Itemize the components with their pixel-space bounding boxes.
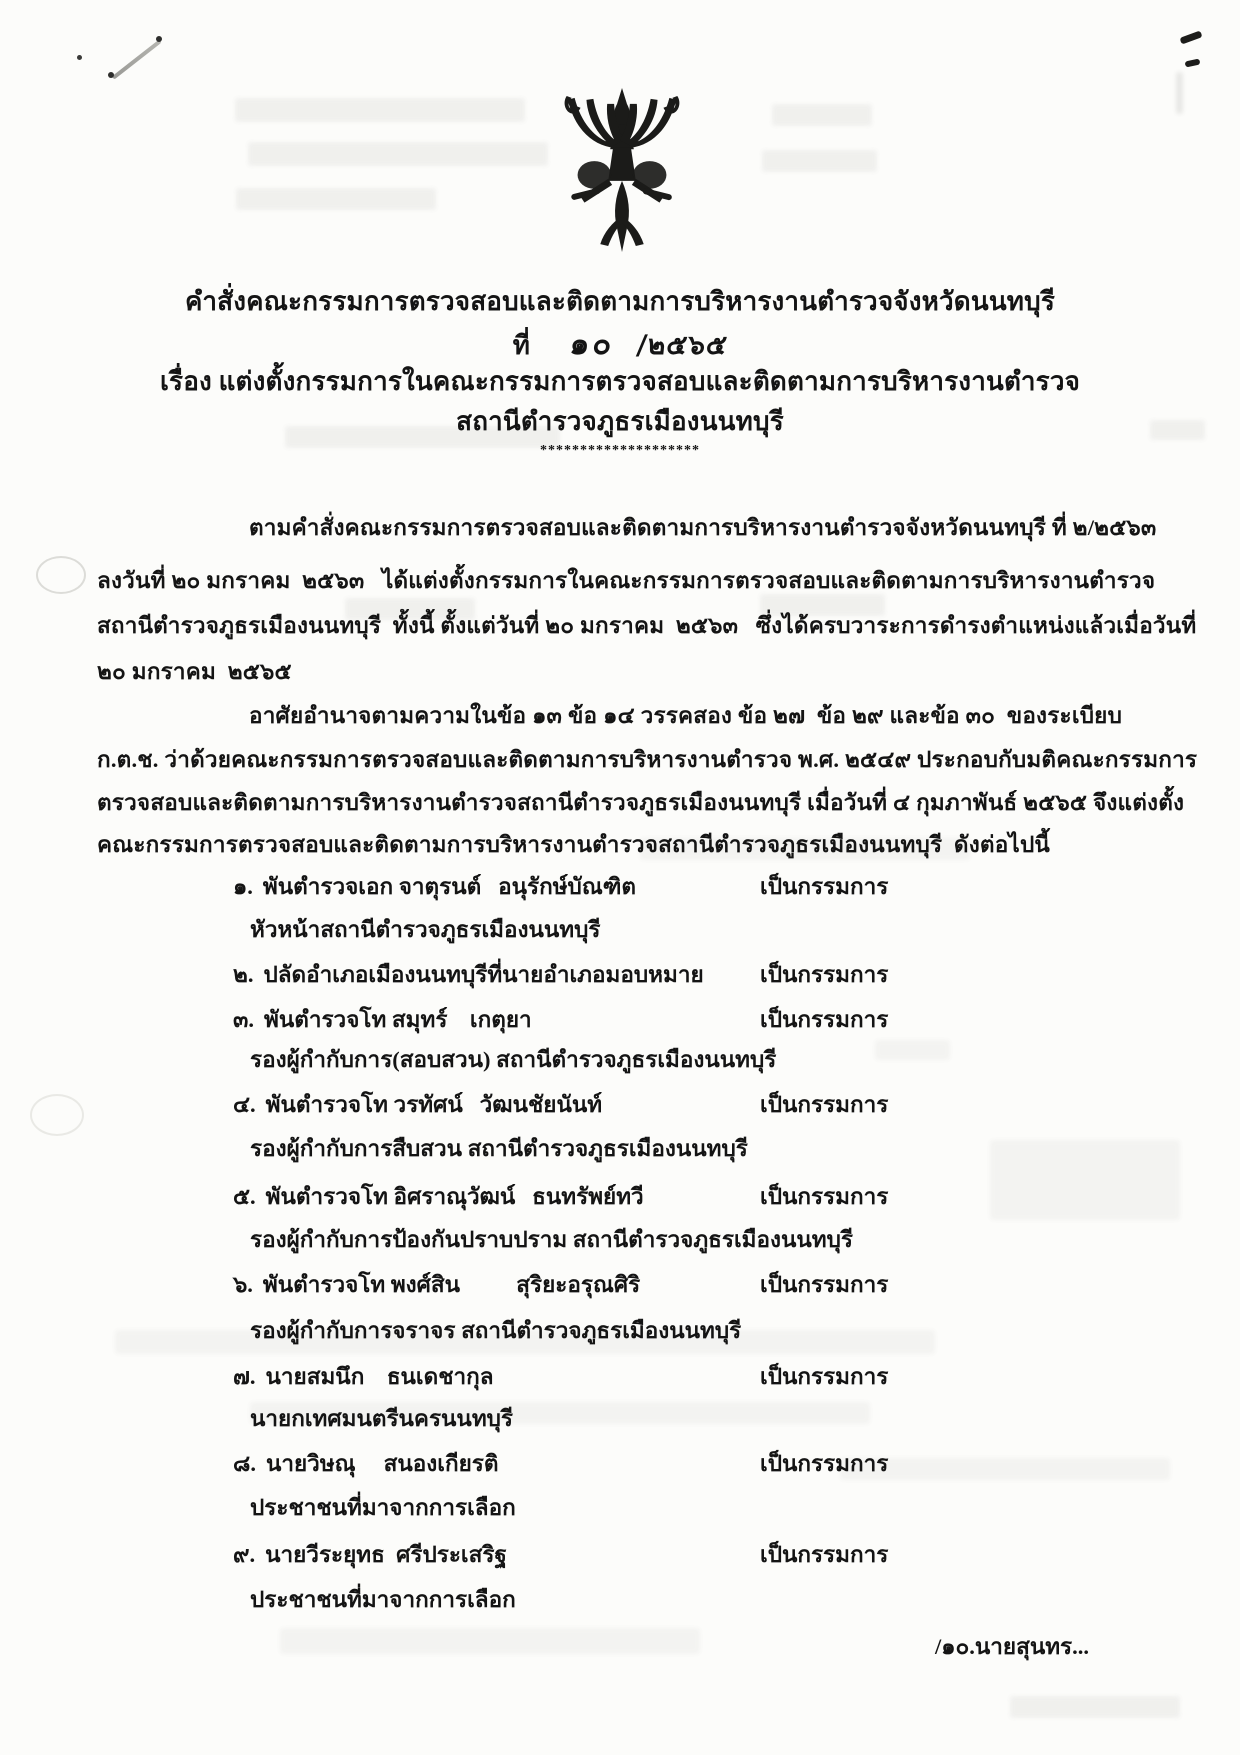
paragraph1-line4: ๒๐ มกราคม ๒๕๖๕ xyxy=(97,659,292,684)
item-role: เป็นกรรมการ xyxy=(760,874,889,899)
doc-no-handwritten: ๑๐ xyxy=(567,326,617,362)
committee-row-2 xyxy=(233,956,888,992)
item-number: ๙. xyxy=(233,1542,256,1567)
paragraph1-line2: ลงวันที่ ๒๐ มกราคม ๒๕๖๓ ได้แต่งตั้งกรรมการในคณะกรรมการตรวจสอบและติดตามการบริหารงานตำรวจ xyxy=(97,568,1156,593)
paragraph2-line2: ก.ต.ช. ว่าด้วยคณะกรรมการตรวจสอบและติดตามการบริหารงานตำรวจ พ.ศ. ๒๕๔๙ ประกอบกับมติคณะกรรมการ xyxy=(97,747,1198,772)
item-number: ๕. xyxy=(233,1184,256,1209)
pen-scratch-mark xyxy=(112,39,162,79)
paragraph1-line3: สถานีตำรวจภูธรเมืองนนทบุรี ทั้งนี้ ตั้งแต่วันที่ ๒๐ มกราคม ๒๕๖๓ ซึ่งได้ครบวาระการดำรงตำแหน่งแล้วเมื่อวันที่ xyxy=(97,613,1197,638)
scan-smudge xyxy=(1176,72,1183,114)
item-role: เป็นกรรมการ xyxy=(760,1272,889,1297)
item-name: ปลัดอำเภอเมืองนนทบุรีที่นายอำเภอมอบหมาย xyxy=(263,962,704,987)
bleedthrough-mark xyxy=(840,1458,1170,1480)
bleedthrough-mark xyxy=(772,104,872,126)
bleedthrough-mark xyxy=(236,188,436,210)
paragraph2-line3: ตรวจสอบและติดตามการบริหารงานตำรวจสถานีตำรวจภูธรเมืองนนทบุรี เมื่อวันที่ ๔ กุมภาพันธ์ ๒๕๖๕ จึงแต่งตั้ง xyxy=(97,790,1185,815)
paragraph1-line1: ตามคำสั่งคณะกรรมการตรวจสอบและติดตามการบริหารงานตำรวจจังหวัดนนทบุรี ที่ ๒/๒๕๖๓ xyxy=(249,515,1157,540)
committee-desc-3: รองผู้กำกับการ(สอบสวน) สถานีตำรวจภูธรเมืองนนทบุรี xyxy=(250,1047,777,1072)
scan-edge-mark xyxy=(1179,30,1202,44)
committee-row-5 xyxy=(233,1178,888,1214)
item-role: เป็นกรรมการ xyxy=(760,962,889,987)
committee-row-1 xyxy=(233,868,888,904)
committee-desc-4: รองผู้กำกับการสืบสวน สถานีตำรวจภูธรเมืองนนทบุรี xyxy=(250,1136,748,1161)
bleedthrough-mark xyxy=(762,150,877,172)
pen-dot xyxy=(156,36,162,42)
item-role: เป็นกรรมการ xyxy=(760,1184,889,1209)
item-name: พันตำรวจโท พงศ์สิน สุริยะอรุณศิริ xyxy=(262,1272,641,1297)
punch-hole-mark xyxy=(30,1094,84,1136)
item-number: ๒. xyxy=(233,962,254,987)
item-role: เป็นกรรมการ xyxy=(760,1451,889,1476)
pen-dot xyxy=(108,72,114,78)
committee-desc-1: หัวหน้าสถานีตำรวจภูธรเมืองนนทบุรี xyxy=(250,917,601,942)
bleedthrough-mark xyxy=(875,1040,950,1060)
bleedthrough-mark xyxy=(280,1628,700,1654)
item-name: พันตำรวจเอก จาตุรนต์ อนุรักษ์บัณฑิต xyxy=(262,874,636,899)
bleedthrough-mark xyxy=(248,142,548,166)
committee-desc-6: รองผู้กำกับการจราจร สถานีตำรวจภูธรเมืองนนทบุรี xyxy=(250,1318,742,1343)
committee-row-6 xyxy=(233,1266,888,1302)
bleedthrough-mark xyxy=(990,1140,1180,1220)
item-name: พันตำรวจโท อิศราณุวัฒน์ ธนทรัพย์ทวี xyxy=(265,1184,644,1209)
committee-row-8 xyxy=(233,1445,888,1481)
item-role: เป็นกรรมการ xyxy=(760,1007,889,1032)
item-role: เป็นกรรมการ xyxy=(760,1542,889,1567)
item-number: ๗. xyxy=(233,1364,256,1389)
item-name: นายสมนึก ธนเดชากุล xyxy=(265,1364,494,1389)
committee-row-9 xyxy=(233,1536,888,1572)
committee-desc-5: รองผู้กำกับการป้องกันปราบปราม สถานีตำรวจภูธรเมืองนนทบุรี xyxy=(250,1227,853,1252)
bleedthrough-mark xyxy=(235,98,525,122)
punch-hole-mark xyxy=(36,556,86,594)
doc-year-handwritten: /๒๕๖๕ xyxy=(634,330,729,361)
garuda-emblem-icon xyxy=(543,86,701,254)
item-name: พันตำรวจโท สมุทร์ เกตุยา xyxy=(264,1007,532,1032)
item-name: นายวิษณุ สนองเกียรติ xyxy=(265,1451,499,1476)
paragraph2-line1: อาศัยอำนาจตามความในข้อ ๑๓ ข้อ ๑๔ วรรคสอง ข้อ ๒๗ ข้อ ๒๙ และข้อ ๓๐ ของระเบียบ xyxy=(249,703,1123,728)
star-divider: ******************** xyxy=(540,443,700,458)
document-title: คำสั่งคณะกรรมการตรวจสอบและติดตามการบริหารงานตำรวจจังหวัดนนทบุรี xyxy=(184,287,1055,316)
subject-line-2: สถานีตำรวจภูธรเมืองนนทบุรี xyxy=(456,407,784,436)
item-number: ๓. xyxy=(233,1007,255,1032)
item-number: ๔. xyxy=(233,1092,256,1117)
committee-row-3 xyxy=(233,1001,888,1037)
item-number: ๑. xyxy=(233,874,253,899)
subject-line: เรื่อง แต่งตั้งกรรมการในคณะกรรมการตรวจสอบและติดตามการบริหารงานตำรวจ xyxy=(159,367,1081,396)
item-number: ๖. xyxy=(233,1272,253,1297)
paragraph2-line4: คณะกรรมการตรวจสอบและติดตามการบริหารงานตำรวจสถานีตำรวจภูธรเมืองนนทบุรี ดังต่อไปนี้ xyxy=(97,832,1051,857)
doc-no-label: ที่ xyxy=(512,331,530,360)
committee-row-4 xyxy=(233,1086,888,1122)
item-role: เป็นกรรมการ xyxy=(760,1092,889,1117)
committee-desc-9: ประชาชนที่มาจากการเลือก xyxy=(250,1587,516,1612)
item-name: นายวีระยุทธ ศรีประเสริฐ xyxy=(265,1542,507,1567)
bleedthrough-mark xyxy=(1010,1696,1180,1718)
committee-row-7 xyxy=(233,1358,888,1394)
committee-desc-7: นายกเทศมนตรีนครนนทบุรี xyxy=(250,1406,514,1431)
item-role: เป็นกรรมการ xyxy=(760,1364,889,1389)
committee-desc-8: ประชาชนที่มาจากการเลือก xyxy=(250,1495,516,1520)
item-number: ๘. xyxy=(233,1451,256,1476)
ink-speck xyxy=(77,55,82,60)
item-name: พันตำรวจโท วรทัศน์ วัฒนชัยนันท์ xyxy=(265,1092,603,1117)
continuation-note: /๑๐.นายสุนทร... xyxy=(935,1634,1089,1659)
scan-edge-mark xyxy=(1185,59,1201,68)
